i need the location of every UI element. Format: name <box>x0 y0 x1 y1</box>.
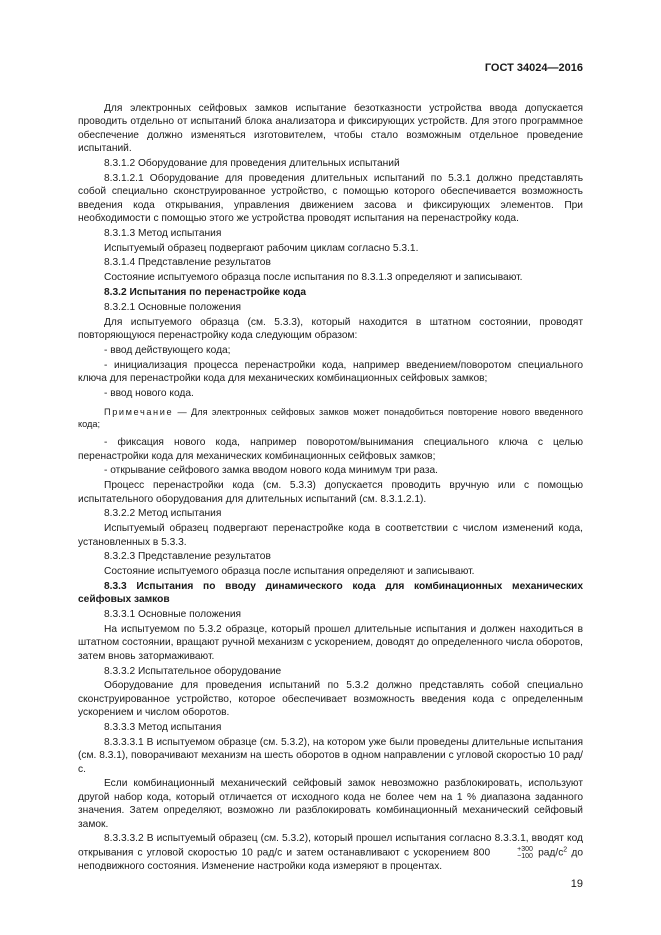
paragraph-8-3-3-3-2 <box>78 832 583 873</box>
paragraph: - ввод действующего кода; <box>104 344 231 356</box>
power: 2 <box>563 846 568 854</box>
page-body <box>78 102 583 875</box>
paragraph: Для испытуемого образца (см. 5.3.3), который находится в штатном состоянии, проводят повторяющуюся перенастройку кода следующим образом: <box>78 316 583 342</box>
paragraph: 8.3.2 Испытания по перенастройке кода <box>104 287 307 299</box>
paragraph: Процесс перенастройки кода (см. 5.3.3) допускается проводить вручную или с помощью испытательного оборудования для длительных испытаний (см. 8.3.1.2.1). <box>78 480 583 505</box>
paragraph: Испытуемый образец подвергают рабочим циклам согласно 5.3.1. <box>104 242 419 254</box>
paragraph: 8.3.1.2.1 Оборудование для проведения длительных испытаний по 5.3.1 должно представлять собой специально сконструированное устройство, с помощью которого обеспечивается возможность введения кода открывания, управления движением засова и фиксирующих элементов. При необходимости с помощью этого же устройства проводят испытания на перенастройку кода. <box>78 172 583 225</box>
paragraph-group-1 <box>78 102 583 400</box>
paragraph: 8.3.3.3.1 В испытуемом образце (см. 5.3.2), на котором уже были проведены длительные испытания (см. 8.3.1), поворачивают механизм на шесть оборотов в одном направлении с угловой скоростью 10 рад/с. <box>78 736 583 775</box>
paragraph: - фиксация нового кода, например поворотом/вынимания специального ключа с целью перенастройки кода для механических комбинационных сейфовых замков; <box>78 437 583 462</box>
paragraph: Испытуемый образец подвергают перенастройке кода в соответствии с числом изменений кода, установленных в 5.3.3. <box>78 523 583 548</box>
paragraph: 8.3.1.3 Метод испытания <box>104 227 222 239</box>
paragraph: 8.3.3.1 Основные положения <box>104 609 242 621</box>
last-text-b: рад/с <box>533 847 564 859</box>
paragraph: - открывание сейфового замка вводом нового кода минимум три раза. <box>104 465 438 477</box>
paragraph: Состояние испытуемого образца после испытания определяют и записывают. <box>104 566 475 578</box>
paragraph: Для электронных сейфовых замков испытание безотказности устройства ввода допускается проводить отдельно от испытаний блока анализатора и фиксирующих устройств. Для этого программное обеспечение должно изменяться изготовителем, чтобы стало возможным отдельное проведение испытаний. <box>78 103 583 155</box>
note-label: Примечание <box>104 407 174 418</box>
paragraph: 8.3.3.3 Метод испытания <box>104 722 222 734</box>
page-number: 19 <box>570 878 583 890</box>
paragraph-group-2 <box>78 436 583 831</box>
tolerance <box>491 846 533 860</box>
note-text: — Для электронных сейфовых замков может понадобиться повторение нового введенного кода; <box>78 407 583 430</box>
paragraph: 8.3.1.2 Оборудование для проведения длительных испытаний <box>104 158 400 170</box>
last-text-c: до неподвижного состояния. Изменение настройки кода измеряют в процентах. <box>78 847 583 872</box>
paragraph: 8.3.3.2 Испытательное оборудование <box>104 665 282 677</box>
tolerance-lower: −100 <box>517 852 533 860</box>
paragraph: Оборудование для проведения испытаний по 5.3.2 должно представлять собой специально сконструированное устройство, которое обеспечивает возможность введения кода с определенным ускорением и числом оборотов. <box>78 680 583 719</box>
tolerance-upper: +300 <box>517 845 533 853</box>
paragraph: Если комбинационный механический сейфовый замок невозможно разблокировать, используют другой набор кода, который отличается от исходного кода не более чем на 1 % диапазона заданного значения. Затем определяют, возможно ли разблокировать комбинационный механический сейфовый замок. <box>78 778 583 830</box>
paragraph: - инициализация процесса перенастройки кода, например введением/поворотом специального ключа для перенастройки кода для механических комбинационных сейфовых замков; <box>78 359 583 385</box>
paragraph: 8.3.1.4 Представление результатов <box>104 257 271 269</box>
paragraph: - ввод нового кода. <box>104 387 194 399</box>
paragraph: Состояние испытуемого образца после испытания по 8.3.1.3 определяют и записывают. <box>104 272 523 284</box>
paragraph: 8.3.2.1 Основные положения <box>104 301 242 313</box>
paragraph: 8.3.2.2 Метод испытания <box>104 508 222 520</box>
paragraph: На испытуемом по 5.3.2 образце, который прошел длительные испытания и должен находиться в штатном состоянии, вращают ручной механизм с ускорением, доводят до определенного числа оборотов, затем вновь затормаживают. <box>78 624 584 662</box>
paragraph: 8.3.2.3 Представление результатов <box>104 551 271 563</box>
note <box>78 406 583 430</box>
last-text-a: 8.3.3.3.2 В испытуемый образец (см. 5.3.2), который прошел испытания согласно 8.3.3.1, вводят код открывания с угловой скоростью 10 рад/с и затем останавливают с ускорением 800 <box>78 833 583 859</box>
paragraph: 8.3.3 Испытания по вводу динамического кода для комбинационных механических сейфовых замков <box>78 581 583 606</box>
standard-header: ГОСТ 34024—2016 <box>484 62 583 74</box>
